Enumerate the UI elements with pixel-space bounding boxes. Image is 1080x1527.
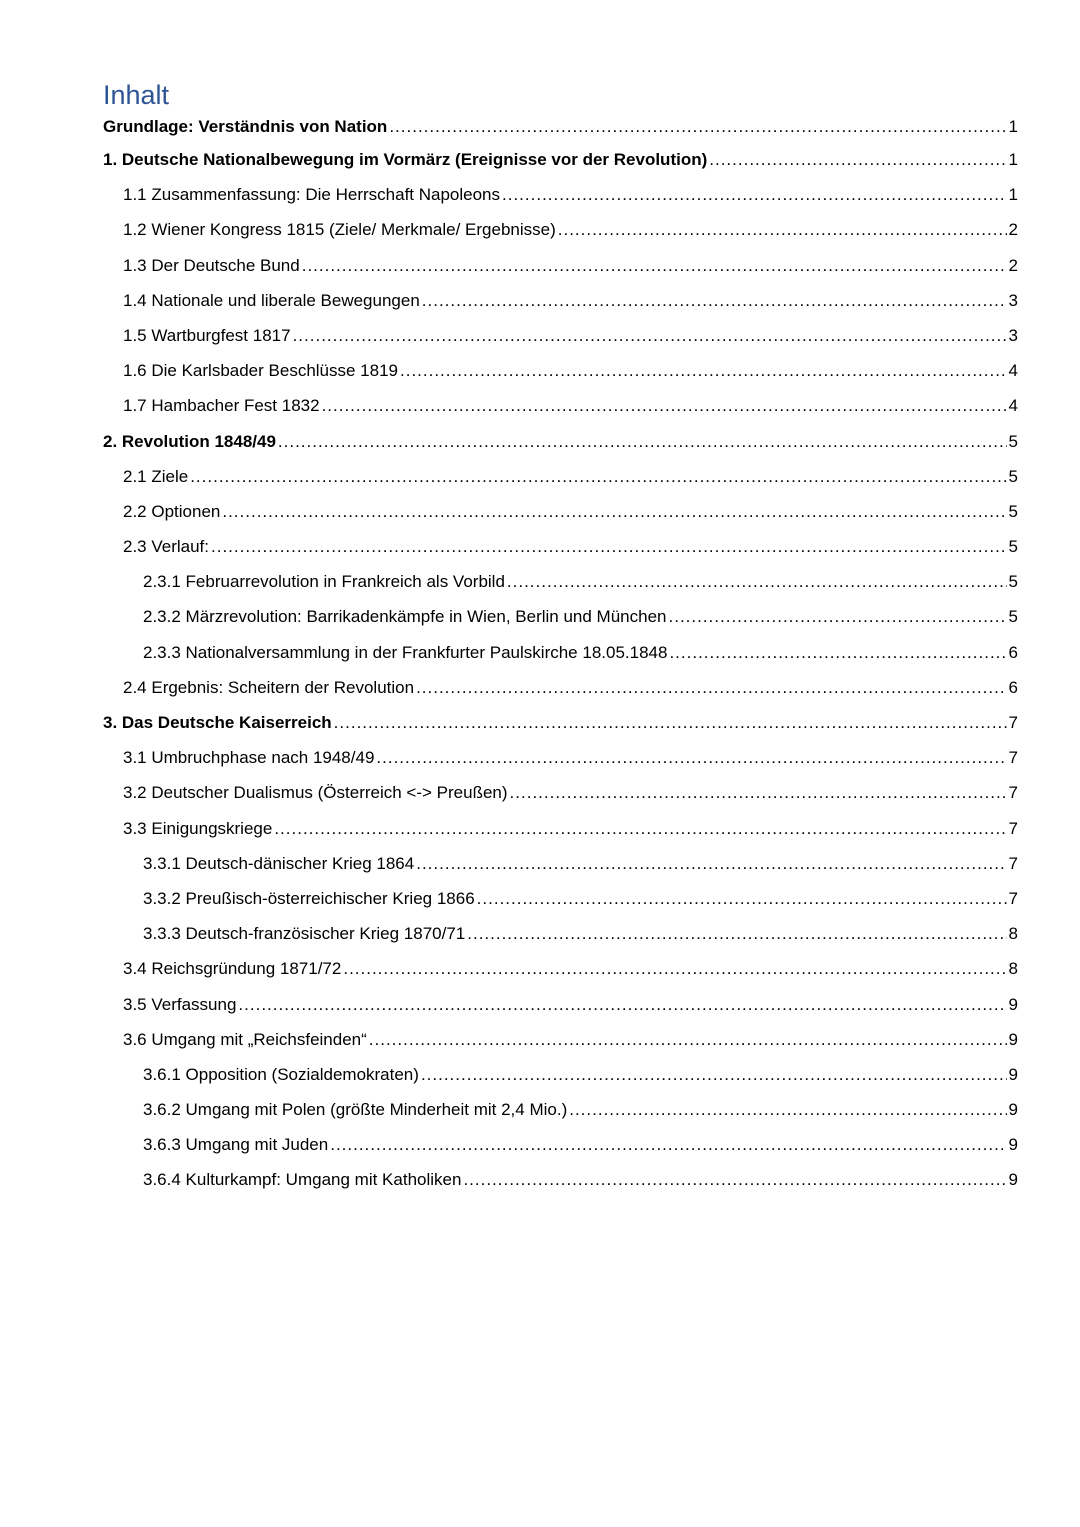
toc-entry-title: 2.3.1 Februarrevolution in Frankreich als Vorbild — [143, 572, 505, 592]
toc-entry-title: 3.3.2 Preußisch-österreichischer Krieg 1866 — [143, 888, 475, 908]
toc-dot-leader — [507, 564, 1007, 599]
toc-entry[interactable] — [103, 529, 1018, 564]
toc-entry-title: 1.4 Nationale und liberale Bewegungen — [123, 290, 420, 310]
toc-page-number: 8 — [1008, 959, 1018, 979]
toc-entry-title: 1.3 Der Deutsche Bund — [123, 255, 300, 275]
toc-page-number: 7 — [1008, 853, 1018, 873]
toc-page-number: 7 — [1008, 783, 1018, 803]
toc-entry-title: 3.3 Einigungskriege — [123, 818, 273, 838]
toc-entry[interactable] — [103, 1162, 1018, 1197]
toc-entry[interactable] — [103, 1092, 1018, 1127]
toc-entry-title: 2.3.2 Märzrevolution: Barrikadenkämpfe in Wien, Berlin und München — [143, 607, 667, 627]
toc-entry-title: 1.2 Wiener Kongress 1815 (Ziele/ Merkmale/ Ergebnisse) — [123, 220, 556, 240]
toc-dot-leader — [477, 881, 1007, 916]
toc-dot-leader — [369, 1022, 1007, 1057]
toc-entry[interactable] — [103, 1127, 1018, 1162]
toc-entry[interactable] — [103, 881, 1018, 916]
toc-page-number: 5 — [1008, 537, 1018, 557]
toc-entry[interactable] — [103, 635, 1018, 670]
toc-entry[interactable] — [103, 599, 1018, 634]
toc-entry-title: 3.2 Deutscher Dualismus (Österreich <-> Preußen) — [123, 783, 508, 803]
toc-dot-leader — [293, 318, 1007, 353]
toc-entry-title: 3. Das Deutsche Kaiserreich — [103, 713, 332, 732]
toc-page-number: 5 — [1008, 501, 1018, 521]
toc-dot-leader — [334, 705, 1007, 740]
toc-dot-leader — [709, 142, 1006, 177]
toc-entry-title: 3.6.3 Umgang mit Juden — [143, 1135, 329, 1155]
toc-dot-leader — [669, 599, 1007, 634]
toc-entry[interactable] — [103, 212, 1018, 247]
toc-page-number: 7 — [1008, 818, 1018, 838]
toc-entry[interactable] — [103, 1057, 1018, 1092]
toc-entry-title: 2.3 Verlauf: — [123, 537, 210, 557]
document-page — [103, 78, 1018, 1198]
toc-page-number: 7 — [1008, 748, 1018, 768]
toc-entry-title: 3.5 Verfassung — [123, 994, 237, 1014]
toc-entry[interactable] — [103, 987, 1018, 1022]
toc-entry-title: 3.6 Umgang mit „Reichsfeinden“ — [123, 1029, 367, 1049]
toc-page-number: 9 — [1008, 994, 1018, 1014]
toc-entry[interactable] — [103, 846, 1018, 881]
toc-entry-title: 1.7 Hambacher Fest 1832 — [123, 396, 320, 416]
toc-entry-title: 2.1 Ziele — [123, 466, 189, 486]
toc-page-number: 5 — [1008, 466, 1018, 486]
toc-entry[interactable] — [103, 740, 1018, 775]
toc-entry[interactable] — [103, 775, 1018, 810]
toc-entry-title: 1.1 Zusammenfassung: Die Herrschaft Napoleons — [123, 185, 501, 205]
toc-page-number: 6 — [1008, 642, 1018, 662]
toc-entry-title: Grundlage: Verständnis von Nation — [103, 117, 388, 136]
toc-entry[interactable] — [103, 424, 1018, 459]
toc-entry-title: 3.1 Umbruchphase nach 1948/49 — [123, 748, 375, 768]
toc-entry[interactable] — [103, 112, 1018, 142]
toc-entry[interactable] — [103, 564, 1018, 599]
toc-dot-leader — [278, 424, 1007, 459]
toc-entry[interactable] — [103, 353, 1018, 388]
toc-dot-leader — [274, 811, 1006, 846]
toc-dot-leader — [422, 283, 1007, 318]
toc-entry-title: 3.6.2 Umgang mit Polen (größte Minderheit mit 2,4 Mio.) — [143, 1100, 568, 1120]
toc-entry-title: 2. Revolution 1848/49 — [103, 431, 276, 451]
toc-entry-title: 3.3.1 Deutsch-dänischer Krieg 1864 — [143, 853, 415, 873]
toc-page-number: 9 — [1008, 1135, 1018, 1155]
toc-entry[interactable] — [103, 494, 1018, 529]
toc-dot-leader — [421, 1057, 1007, 1092]
toc-dot-leader — [330, 1127, 1006, 1162]
toc-dot-leader — [376, 740, 1006, 775]
toc-page-number: 3 — [1008, 325, 1018, 345]
toc-dot-leader — [343, 951, 1006, 986]
toc-entry-title: 1.5 Wartburgfest 1817 — [123, 325, 291, 345]
toc-entry[interactable] — [103, 916, 1018, 951]
toc-heading: Inhalt — [103, 80, 170, 110]
toc-dot-leader — [463, 1162, 1006, 1197]
toc-entry[interactable] — [103, 283, 1018, 318]
toc-page-number: 7 — [1008, 888, 1018, 908]
toc-page-number: 5 — [1008, 572, 1018, 592]
toc-dot-leader — [322, 388, 1007, 423]
toc-dot-leader — [669, 635, 1006, 670]
toc-page-number: 5 — [1008, 431, 1018, 451]
toc-dot-leader — [416, 846, 1006, 881]
toc-dot-leader — [389, 112, 1006, 142]
toc-entry-title: 3.6.1 Opposition (Sozialdemokraten) — [143, 1064, 419, 1084]
toc-page-number: 1 — [1008, 150, 1018, 169]
toc-entry[interactable] — [103, 318, 1018, 353]
toc-entry[interactable] — [103, 177, 1018, 212]
toc-page-number: 1 — [1008, 117, 1018, 136]
toc-page-number: 4 — [1008, 361, 1018, 381]
toc-page-number: 4 — [1008, 396, 1018, 416]
toc-dot-leader — [190, 459, 1006, 494]
toc-entry[interactable] — [103, 142, 1018, 177]
toc-dot-leader — [416, 670, 1006, 705]
toc-dot-leader — [211, 529, 1007, 564]
toc-entry-title: 3.4 Reichsgründung 1871/72 — [123, 959, 342, 979]
toc-entry[interactable] — [103, 1022, 1018, 1057]
toc-dot-leader — [467, 916, 1006, 951]
toc-page-number: 9 — [1008, 1100, 1018, 1120]
toc-dot-leader — [502, 177, 1007, 212]
toc-entry[interactable] — [103, 705, 1018, 740]
toc-page-number: 9 — [1008, 1029, 1018, 1049]
toc-entry[interactable] — [103, 459, 1018, 494]
toc-entry[interactable] — [103, 951, 1018, 986]
toc-page-number: 2 — [1008, 220, 1018, 240]
toc-page-number: 3 — [1008, 290, 1018, 310]
toc-entry[interactable] — [103, 670, 1018, 705]
toc-dot-leader — [238, 987, 1006, 1022]
toc-entry[interactable] — [103, 388, 1018, 423]
toc-page-number: 2 — [1008, 255, 1018, 275]
toc-entry-title: 2.3.3 Nationalversammlung in der Frankfurter Paulskirche 18.05.1848 — [143, 642, 668, 662]
toc-page-number: 7 — [1008, 713, 1018, 732]
toc-entry-title: 2.2 Optionen — [123, 501, 221, 521]
toc-page-number: 9 — [1008, 1064, 1018, 1084]
toc-entry-title: 1.6 Die Karlsbader Beschlüsse 1819 — [123, 361, 398, 381]
toc-page-number: 1 — [1008, 185, 1018, 205]
toc-dot-leader — [569, 1092, 1006, 1127]
toc-entry[interactable] — [103, 248, 1018, 283]
toc-page-number: 8 — [1008, 924, 1018, 944]
toc-page-number: 9 — [1008, 1170, 1018, 1190]
toc-entry-title: 3.6.4 Kulturkampf: Umgang mit Katholiken — [143, 1170, 462, 1190]
toc-page-number: 6 — [1008, 677, 1018, 697]
toc-page-number: 5 — [1008, 607, 1018, 627]
toc-dot-leader — [302, 248, 1007, 283]
toc-dot-leader — [222, 494, 1006, 529]
toc-dot-leader — [558, 212, 1007, 247]
toc-dot-leader — [400, 353, 1007, 388]
toc-entry[interactable] — [103, 811, 1018, 846]
toc-dot-leader — [510, 775, 1007, 810]
toc-entry-title: 3.3.3 Deutsch-französischer Krieg 1870/71 — [143, 924, 466, 944]
table-of-contents — [103, 112, 1018, 1198]
toc-entry-title: 2.4 Ergebnis: Scheitern der Revolution — [123, 677, 415, 697]
toc-entry-title: 1. Deutsche Nationalbewegung im Vormärz (Ereignisse vor der Revolution) — [103, 150, 708, 169]
